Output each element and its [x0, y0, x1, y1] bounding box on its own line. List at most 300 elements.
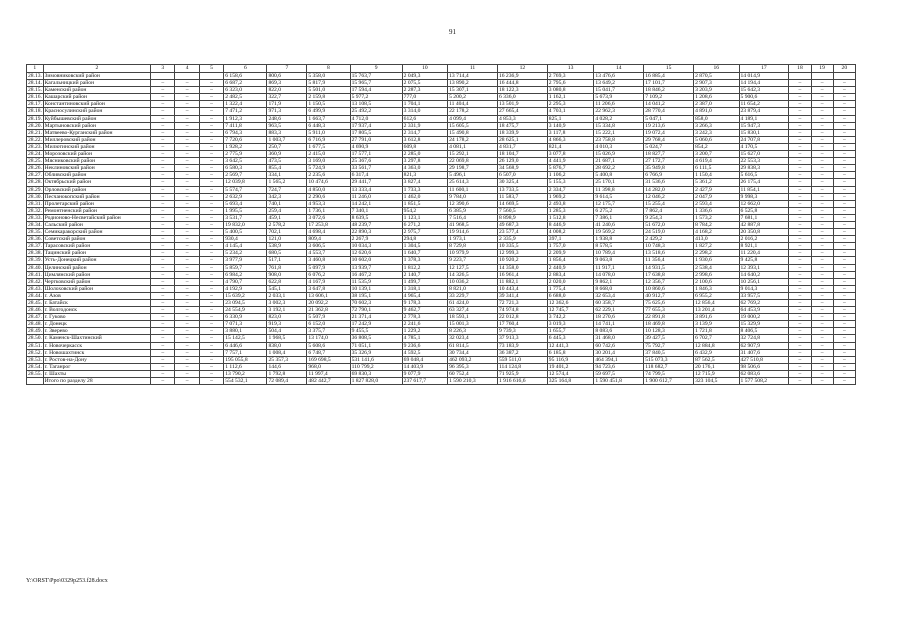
table-row: [27, 229, 856, 236]
value-cell: 13 108,5: [350, 101, 402, 108]
value-cell: –: [789, 207, 811, 214]
value-cell: 22 069,8: [448, 158, 498, 165]
value-cell: 2 241,6: [402, 321, 447, 328]
value-cell: 31 407,6: [739, 349, 789, 356]
value-cell: 10 128,3: [644, 328, 694, 335]
value-cell: –: [175, 136, 199, 143]
value-cell: –: [151, 221, 175, 228]
value-cell: 40 912,7: [644, 292, 694, 299]
value-cell: –: [789, 165, 811, 172]
value-cell: 14 741,1: [594, 321, 644, 328]
row-number-cell: 28.28.: [28, 179, 42, 186]
value-cell: 2 298,2: [694, 250, 739, 257]
value-cell: 6 330,9: [224, 314, 267, 321]
value-cell: 2 290,6: [307, 193, 350, 200]
value-cell: 3 019,3: [547, 321, 594, 328]
value-cell: 8 921,1: [739, 243, 789, 250]
value-cell: 504,4: [267, 328, 307, 335]
value-cell: –: [811, 314, 833, 321]
value-cell: –: [789, 122, 811, 129]
table-row: [27, 207, 856, 214]
value-cell: 14 358,0: [497, 264, 547, 271]
value-cell: –: [199, 307, 223, 314]
value-cell: 259,4: [267, 207, 307, 214]
district-name-cell: Советский район: [43, 236, 151, 243]
table-row: [27, 285, 856, 292]
column-header: 18: [789, 65, 811, 73]
value-cell: –: [833, 136, 855, 143]
value-cell: 27 791,0: [350, 136, 402, 143]
value-cell: 7 516,4: [448, 214, 498, 221]
value-cell: 26 175,4: [739, 179, 789, 186]
value-cell: –: [811, 349, 833, 356]
value-cell: –: [151, 87, 175, 94]
value-cell: 36 387,2: [497, 349, 547, 356]
value-cell: –: [199, 335, 223, 342]
value-cell: 118 682,7: [644, 363, 694, 370]
value-cell: 72 721,3: [497, 300, 547, 307]
value-cell: 9 614,5: [594, 193, 644, 200]
value-cell: 531 141,6: [350, 356, 402, 363]
value-cell: –: [811, 300, 833, 307]
value-cell: 821,4: [547, 143, 594, 150]
value-cell: 19 569,2: [594, 229, 644, 236]
district-name-cell: г. Донецк: [43, 321, 151, 328]
value-cell: 4 790,7: [224, 278, 267, 285]
value-cell: –: [151, 363, 175, 370]
value-cell: 23 879,4: [739, 108, 789, 115]
value-cell: –: [199, 292, 223, 299]
value-cell: 9 223,7: [448, 257, 498, 264]
value-cell: 13 790,2: [224, 370, 267, 377]
value-cell: 4 170,5: [739, 143, 789, 150]
value-cell: 2 769,3: [547, 73, 594, 80]
value-cell: –: [199, 165, 223, 172]
value-cell: –: [789, 87, 811, 94]
value-cell: 5 358,0: [307, 73, 350, 80]
value-cell: –: [789, 136, 811, 143]
value-cell: 38 195,1: [350, 292, 402, 299]
value-cell: 919,3: [267, 321, 307, 328]
column-header: 2: [43, 65, 151, 73]
value-cell: 323 104,5: [694, 378, 739, 385]
row-number-cell: 28.42.: [28, 278, 42, 285]
value-cell: 29 441,7: [350, 179, 402, 186]
value-cell: –: [151, 179, 175, 186]
table-row: [27, 236, 856, 243]
value-cell: 2 578,2: [267, 221, 307, 228]
value-cell: 3 880,1: [224, 328, 267, 335]
value-cell: 9 784,0: [448, 193, 498, 200]
value-cell: 2 632,9: [224, 193, 267, 200]
row-number-cell: 28.49.: [28, 328, 42, 335]
value-cell: 5 911,0: [307, 129, 350, 136]
value-cell: 12 884,8: [694, 342, 739, 349]
value-cell: 14 640,2: [739, 271, 789, 278]
column-header: 15: [644, 65, 694, 73]
value-cell: 6 111,5: [694, 165, 739, 172]
value-cell: 3 200,7: [694, 151, 739, 158]
value-cell: 12 662,0: [739, 200, 789, 207]
value-cell: –: [175, 378, 199, 385]
value-cell: –: [175, 158, 199, 165]
value-cell: 517,1: [267, 257, 307, 264]
table-row: [27, 356, 856, 363]
value-cell: 95 116,9: [547, 356, 594, 363]
table-row: [27, 307, 856, 314]
value-cell: –: [151, 200, 175, 207]
value-cell: –: [151, 115, 175, 122]
value-cell: 21 687,1: [594, 158, 644, 165]
value-cell: 4 008,2: [547, 229, 594, 236]
value-cell: –: [199, 300, 223, 307]
value-cell: –: [151, 370, 175, 377]
value-cell: 3 375,7: [307, 328, 350, 335]
value-cell: 5 673,9: [594, 94, 644, 101]
value-cell: 6 702,7: [694, 335, 739, 342]
value-cell: 1 162,1: [547, 94, 594, 101]
value-cell: 14 194,4: [739, 80, 789, 87]
value-cell: 10 036,2: [448, 278, 498, 285]
value-cell: 41 968,5: [448, 221, 498, 228]
table-row: [27, 264, 856, 271]
value-cell: –: [789, 151, 811, 158]
table-row: [27, 193, 856, 200]
value-cell: 680,5: [267, 250, 307, 257]
value-cell: 3 642,5: [224, 158, 267, 165]
value-cell: 10 034,3: [350, 243, 402, 250]
value-cell: 11 356,4: [644, 257, 694, 264]
value-cell: 22 962,3: [594, 108, 644, 115]
value-cell: 4 099,4: [448, 115, 498, 122]
value-cell: [833, 73, 855, 80]
value-cell: –: [811, 307, 833, 314]
value-cell: 25 614,3: [448, 179, 498, 186]
value-cell: –: [151, 236, 175, 243]
value-cell: 855,4: [267, 165, 307, 172]
value-cell: 20 350,8: [739, 229, 789, 236]
value-cell: 6 984,2: [224, 271, 267, 278]
value-cell: 6 336,0: [497, 94, 547, 101]
value-cell: –: [811, 221, 833, 228]
value-cell: 8 821,0: [448, 285, 498, 292]
value-cell: 2 429,2: [644, 236, 694, 243]
value-cell: –: [175, 151, 199, 158]
value-cell: 8 446,9: [547, 221, 594, 228]
value-cell: –: [151, 80, 175, 87]
value-cell: 39 341,4: [497, 292, 547, 299]
value-cell: 10 789,4: [594, 250, 644, 257]
row-number-cell: 28.29.: [28, 186, 42, 193]
value-cell: 18 475,7: [497, 122, 547, 129]
value-cell: 854,2: [694, 143, 739, 150]
value-cell: –: [175, 143, 199, 150]
value-cell: 77 655,3: [644, 307, 694, 314]
value-cell: 3 169,0: [307, 158, 350, 165]
value-cell: –: [789, 229, 811, 236]
value-cell: 25 367,6: [350, 158, 402, 165]
value-cell: 18 339,9: [497, 129, 547, 136]
value-cell: –: [199, 115, 223, 122]
value-cell: 4 690,9: [350, 143, 402, 150]
table-row: [27, 271, 856, 278]
column-header: 12: [497, 65, 547, 73]
value-cell: –: [789, 236, 811, 243]
value-cell: 26 129,0: [497, 158, 547, 165]
row-number-cell: 28.38.: [28, 250, 42, 257]
value-cell: 8 639,5: [350, 214, 402, 221]
value-cell: 823,0: [267, 314, 307, 321]
value-cell: 5 616,5: [739, 172, 789, 179]
value-cell: 3 742,2: [547, 314, 594, 321]
column-header: 8: [307, 65, 350, 73]
value-cell: –: [789, 285, 811, 292]
value-cell: 1 812,2: [402, 264, 447, 271]
value-cell: –: [199, 193, 223, 200]
value-cell: 612,6: [402, 115, 447, 122]
table-row: [27, 314, 856, 321]
value-cell: –: [175, 278, 199, 285]
value-cell: 24 178,2: [448, 136, 498, 143]
value-cell: –: [789, 335, 811, 342]
value-cell: 968,0: [307, 363, 350, 370]
value-cell: –: [151, 278, 175, 285]
value-cell: –: [833, 250, 855, 257]
value-cell: 10 602,0: [350, 257, 402, 264]
value-cell: –: [833, 193, 855, 200]
value-cell: –: [175, 115, 199, 122]
value-cell: 5 900,6: [739, 94, 789, 101]
value-cell: 6 317,4: [350, 172, 402, 179]
value-cell: –: [811, 356, 833, 363]
value-cell: –: [175, 285, 199, 292]
value-cell: –: [151, 129, 175, 136]
value-cell: 18 104,7: [497, 151, 547, 158]
value-cell: 15 142,5: [224, 335, 267, 342]
district-name-cell: Орловский район: [43, 186, 151, 193]
column-header: 9: [350, 65, 402, 73]
value-cell: –: [833, 271, 855, 278]
value-cell: –: [789, 356, 811, 363]
value-cell: 2 415,0: [307, 151, 350, 158]
value-cell: 70 602,3: [350, 300, 402, 307]
column-header: 20: [833, 65, 855, 73]
district-name-cell: Миллеровский район: [43, 136, 151, 143]
value-cell: 21 362,8: [307, 307, 350, 314]
value-cell: –: [789, 200, 811, 207]
value-cell: 5 724,9: [307, 165, 350, 172]
value-cell: –: [811, 278, 833, 285]
value-cell: –: [175, 101, 199, 108]
value-cell: –: [811, 179, 833, 186]
column-header: 5: [199, 65, 223, 73]
value-cell: 13 174,0: [307, 335, 350, 342]
value-cell: 538,9: [267, 243, 307, 250]
district-name-cell: Неклиновский район: [43, 165, 151, 172]
value-cell: 2 267,9: [350, 236, 402, 243]
table-row: [27, 136, 856, 143]
value-cell: 2 538,4: [694, 264, 739, 271]
value-cell: –: [199, 271, 223, 278]
file-path-footer: Y:\ORST\Ppo\0329p253.f28.docx: [26, 578, 108, 584]
value-cell: –: [175, 179, 199, 186]
column-header: 7: [267, 65, 307, 73]
value-cell: –: [789, 172, 811, 179]
district-name-cell: г. Волгодонск: [43, 307, 151, 314]
value-cell: –: [199, 363, 223, 370]
district-name-cell: Красносулинский район: [43, 108, 151, 115]
value-cell: –: [199, 257, 223, 264]
value-cell: 1 150,5: [307, 101, 350, 108]
value-cell: 5 155,3: [547, 179, 594, 186]
value-cell: 3 314,0: [402, 108, 447, 115]
value-cell: –: [199, 80, 223, 87]
value-cell: 33 561,7: [350, 165, 402, 172]
value-cell: –: [789, 257, 811, 264]
value-cell: 61 814,5: [448, 342, 498, 349]
value-cell: –: [199, 143, 223, 150]
value-cell: 13 606,1: [307, 292, 350, 299]
value-cell: 1 757,0: [547, 243, 594, 250]
value-cell: –: [151, 229, 175, 236]
value-cell: 3 297,8: [402, 158, 447, 165]
value-cell: –: [199, 207, 223, 214]
table-row: [27, 165, 856, 172]
value-cell: 15 627,0: [739, 151, 789, 158]
value-cell: 15 334,8: [594, 122, 644, 129]
district-name-cell: г. Новочеркасск: [43, 342, 151, 349]
value-cell: 7 340,1: [350, 207, 402, 214]
value-cell: 7 109,2: [644, 94, 694, 101]
value-cell: 10 335,5: [497, 243, 547, 250]
value-cell: 609,8: [402, 143, 447, 150]
value-cell: 2 100,6: [694, 278, 739, 285]
value-cell: 2 033,1: [267, 292, 307, 299]
value-cell: –: [811, 136, 833, 143]
value-cell: –: [151, 158, 175, 165]
value-cell: 19 000,2: [739, 314, 789, 321]
district-name-cell: Родионово-Несветайский район: [43, 214, 151, 221]
value-cell: –: [789, 186, 811, 193]
value-cell: 72 089,4: [267, 378, 307, 385]
value-cell: 4 145,4: [224, 243, 267, 250]
value-cell: 1 733,3: [402, 186, 447, 193]
row-number-cell: 28.21.: [28, 129, 42, 136]
value-cell: –: [199, 151, 223, 158]
value-cell: [175, 73, 199, 80]
district-name-cell: Милютинский район: [43, 143, 151, 150]
value-cell: 25 170,1: [594, 179, 644, 186]
value-cell: –: [151, 307, 175, 314]
value-cell: 11 882,1: [497, 278, 547, 285]
value-cell: –: [175, 122, 199, 129]
table-row: [27, 221, 856, 228]
value-cell: 34 568,9: [497, 165, 547, 172]
value-cell: 10 979,9: [448, 250, 498, 257]
row-number-cell: 28.35.: [28, 229, 42, 236]
row-number-cell: 28.45.: [28, 300, 42, 306]
value-cell: –: [811, 271, 833, 278]
value-cell: –: [199, 101, 223, 108]
value-cell: –: [175, 314, 199, 321]
value-cell: –: [199, 370, 223, 377]
value-cell: –: [175, 193, 199, 200]
value-cell: 13 201,4: [694, 307, 739, 314]
value-cell: –: [789, 143, 811, 150]
value-cell: 5 977,2: [350, 94, 402, 101]
value-cell: 462 093,2: [448, 356, 498, 363]
value-cell: –: [811, 243, 833, 250]
value-cell: 822,0: [267, 87, 307, 94]
value-cell: –: [199, 200, 223, 207]
row-number-cell: 28.23.: [28, 143, 42, 150]
value-cell: 2 287,3: [402, 87, 447, 94]
value-cell: 6 445,3: [547, 335, 594, 342]
value-cell: 17 638,8: [644, 271, 694, 278]
value-cell: 971,3: [267, 108, 307, 115]
value-cell: 69 048,4: [402, 356, 447, 363]
value-cell: 62 229,1: [594, 307, 644, 314]
value-cell: 3 266,3: [694, 122, 739, 129]
value-cell: –: [175, 356, 199, 363]
row-number-cell: 28.34.: [28, 221, 42, 228]
value-cell: 963,5: [267, 122, 307, 129]
value-cell: 51 672,0: [644, 221, 694, 228]
column-header: 11: [448, 65, 498, 73]
value-cell: 1 938,8: [594, 236, 644, 243]
value-cell: –: [833, 179, 855, 186]
value-cell: 559 511,0: [497, 356, 547, 363]
value-cell: –: [151, 356, 175, 363]
value-cell: 9 063,8: [594, 257, 644, 264]
value-cell: –: [199, 264, 223, 271]
value-cell: –: [175, 335, 199, 342]
value-cell: 18 846,2: [644, 87, 694, 94]
value-cell: –: [789, 80, 811, 87]
value-cell: –: [199, 378, 223, 385]
table-row: [27, 335, 856, 342]
value-cell: 14 403,9: [402, 363, 447, 370]
value-cell: –: [151, 300, 175, 307]
value-cell: 1 930,6: [694, 257, 739, 264]
value-cell: –: [199, 342, 223, 349]
value-cell: 413,0: [694, 236, 739, 243]
value-cell: –: [175, 207, 199, 214]
value-cell: 740,1: [267, 200, 307, 207]
value-cell: 6 432,9: [694, 349, 739, 356]
value-cell: 2 235,6: [307, 172, 350, 179]
value-cell: 27 172,7: [644, 158, 694, 165]
value-cell: –: [175, 250, 199, 257]
value-cell: 2 049,3: [402, 73, 447, 80]
value-cell: 3 080,8: [547, 87, 594, 94]
value-cell: 11 600,1: [448, 186, 498, 193]
row-number-cell: 28.27.: [28, 172, 42, 179]
value-cell: 4 168,2: [694, 229, 739, 236]
district-name-cell: г. Шахты: [43, 370, 151, 377]
district-name-cell: Усть-Донецкий район: [43, 257, 151, 264]
value-cell: 6 076,2: [307, 271, 350, 278]
table-row: [27, 278, 856, 285]
row-number-cell: 28.30.: [28, 193, 42, 200]
value-cell: 13 714,4: [448, 73, 498, 80]
district-name-cell: Целинский район: [43, 264, 151, 271]
row-number-cell: 28.31.: [28, 200, 42, 207]
value-cell: –: [151, 250, 175, 257]
row-number-cell: 28.37.: [28, 243, 42, 250]
value-cell: –: [151, 172, 175, 179]
value-cell: –: [833, 129, 855, 136]
